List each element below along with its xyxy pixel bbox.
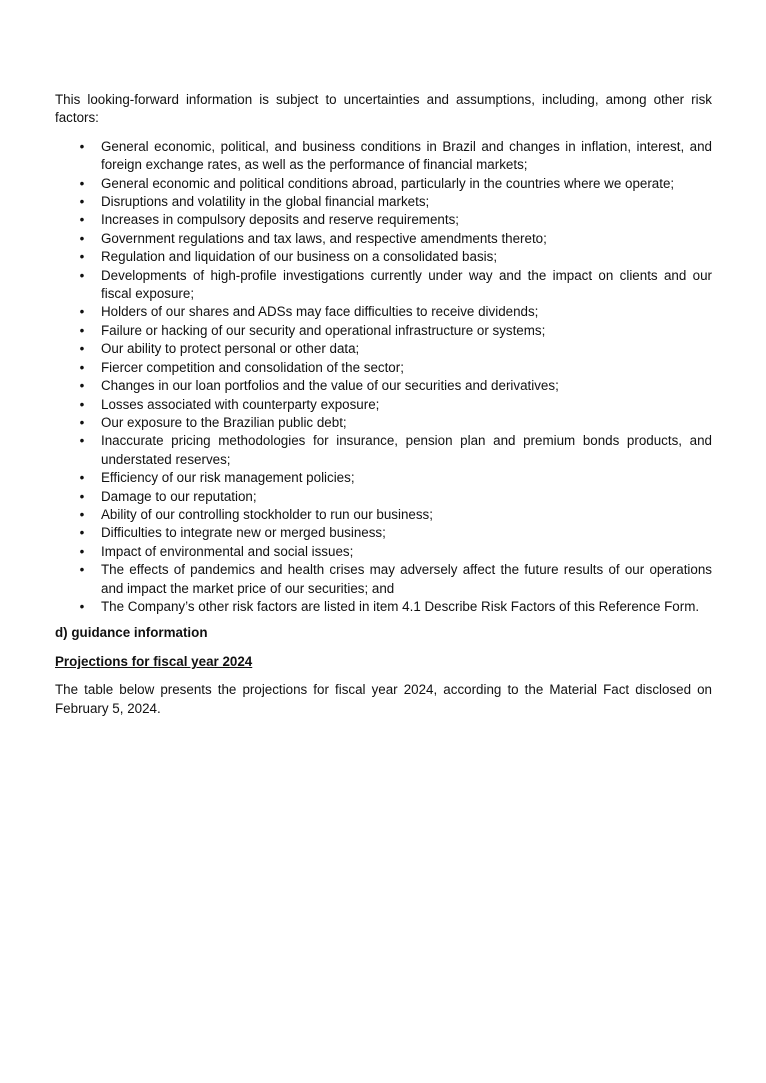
risk-factor-item (55, 414, 712, 432)
risk-factor-text: Our ability to protect personal or other data; (101, 341, 360, 357)
intro-paragraph: This looking-forward information is subject to uncertainties and assumptions, including, among other risk factors: (55, 92, 712, 126)
bullet-icon: • (79, 322, 85, 338)
bullet-icon: • (79, 470, 85, 486)
risk-factor-item (55, 432, 712, 469)
risk-factor-text: Ability of our controlling stockholder to run our business; (101, 506, 433, 522)
risk-factor-item (55, 396, 712, 414)
risk-factor-list (55, 138, 712, 617)
bullet-icon: • (79, 506, 85, 522)
bullet-icon: • (79, 230, 85, 246)
risk-factor-text: Disruptions and volatility in the global financial markets; (101, 194, 430, 210)
bullet-icon: • (79, 212, 85, 228)
risk-factor-item (55, 561, 712, 598)
risk-factor-item (55, 211, 712, 229)
bullet-icon: • (79, 488, 85, 504)
bullet-icon: • (79, 304, 85, 320)
risk-factor-item (55, 469, 712, 487)
risk-factor-item (55, 230, 712, 248)
risk-factor-text: General economic and political conditions abroad, particularly in the countries where we operate; (101, 175, 675, 191)
risk-factor-text: Holders of our shares and ADSs may face difficulties to receive dividends; (101, 304, 539, 320)
risk-factor-text: Our exposure to the Brazilian public debt; (101, 414, 347, 430)
risk-factor-text: Impact of environmental and social issues; (101, 543, 354, 559)
risk-factor-item (55, 303, 712, 321)
closing-paragraph: The table below presents the projections for fiscal year 2024, according to the Material Fact disclosed on February 5, 2024. (55, 682, 712, 716)
risk-factor-item (55, 340, 712, 358)
risk-factor-text: Increases in compulsory deposits and reserve requirements; (101, 212, 459, 228)
bullet-icon: • (79, 378, 85, 394)
risk-factor-text: The Company’s other risk factors are listed in item 4.1 Describe Risk Factors of this Reference Form. (101, 598, 700, 614)
risk-factor-text: The effects of pandemics and health crises may adversely affect the future results of our operations and impact the market price of our securities; and (101, 562, 712, 596)
risk-factor-item (55, 267, 712, 304)
risk-factor-item (55, 488, 712, 506)
risk-factor-item (55, 543, 712, 561)
bullet-icon: • (79, 433, 85, 449)
bullet-icon: • (79, 396, 85, 412)
risk-factor-text: Inaccurate pricing methodologies for insurance, pension plan and premium bonds products, and understated reserves; (101, 433, 712, 467)
projections-heading: Projections for fiscal year 2024 (55, 653, 253, 669)
risk-factor-text: Developments of high-profile investigations currently under way and the impact on clients and our fiscal exposure; (101, 267, 712, 302)
risk-factor-item (55, 138, 712, 175)
risk-factor-text: Failure or hacking of our security and operational infrastructure or systems; (101, 322, 546, 338)
bullet-icon: • (79, 414, 85, 430)
risk-factor-text: Difficulties to integrate new or merged business; (101, 525, 386, 541)
bullet-icon: • (79, 341, 85, 357)
risk-factor-text: Government regulations and tax laws, and respective amendments thereto; (101, 230, 547, 246)
risk-factor-item (55, 377, 712, 395)
risk-factor-item (55, 248, 712, 266)
document-page (55, 91, 712, 718)
risk-factor-text: Efficiency of our risk management policies; (101, 470, 355, 486)
bullet-icon: • (79, 543, 85, 559)
bullet-icon: • (79, 194, 85, 210)
bullet-icon: • (79, 562, 85, 578)
bullet-icon: • (79, 525, 85, 541)
risk-factor-text: Damage to our reputation; (101, 488, 257, 504)
risk-factor-item (55, 193, 712, 211)
risk-factor-text: Losses associated with counterparty exposure; (101, 396, 380, 412)
bullet-icon: • (79, 359, 85, 375)
risk-factor-item (55, 598, 712, 616)
bullet-icon: • (79, 138, 85, 154)
risk-factor-item (55, 322, 712, 340)
risk-factor-text: Regulation and liquidation of our business on a consolidated basis; (101, 249, 498, 265)
bullet-icon: • (79, 249, 85, 265)
bullet-icon: • (79, 598, 85, 614)
risk-factor-text: General economic, political, and business conditions in Brazil and changes in inflation, interest, and foreign exchange rates, as well as the performance of financial markets; (101, 138, 712, 173)
risk-factor-item (55, 359, 712, 377)
risk-factor-item (55, 524, 712, 542)
risk-factor-text: Changes in our loan portfolios and the value of our securities and derivatives; (101, 378, 559, 394)
risk-factor-item (55, 506, 712, 524)
bullet-icon: • (79, 175, 85, 191)
section-heading: d) guidance information (55, 625, 208, 641)
bullet-icon: • (79, 267, 85, 283)
risk-factor-text: Fiercer competition and consolidation of the sector; (101, 359, 404, 375)
risk-factor-item (55, 175, 712, 193)
